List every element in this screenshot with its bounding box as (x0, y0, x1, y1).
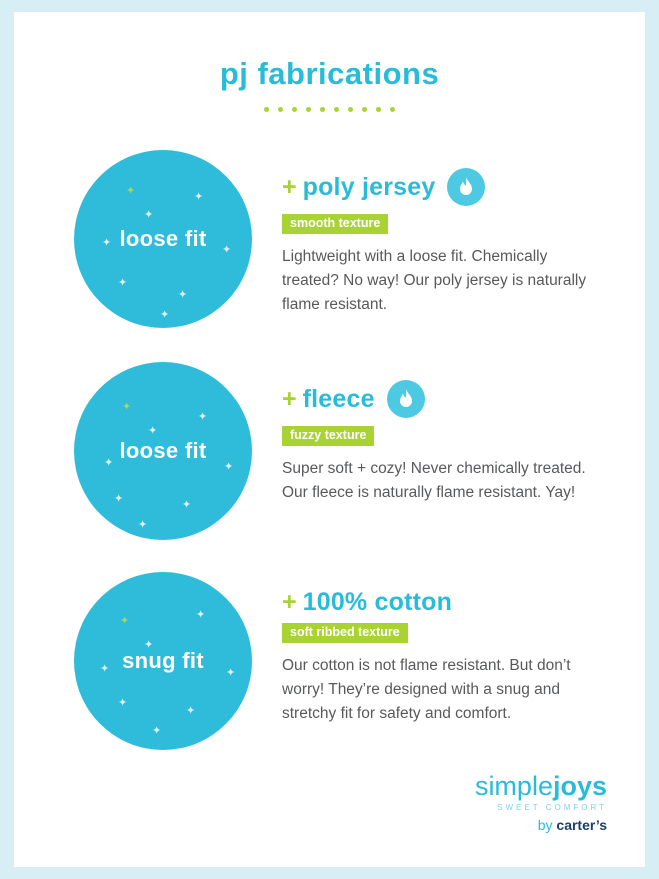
fabric-description: Lightweight with a loose fit. Chemically treated? No way! Our poly jersey is naturally flame resistant. (282, 247, 587, 313)
plus-icon: + (282, 172, 297, 201)
fabric-row (14, 572, 645, 762)
fabric-heading-line (282, 168, 622, 206)
fabric-circle: ✦ ✦ ✦ ✦ ✦ ✦ ✦ ✦ snug fit (74, 572, 252, 750)
fabric-name: 100% cotton (302, 588, 453, 616)
poster-card (14, 12, 645, 867)
logo-tagline: SWEET COMFORT (497, 803, 607, 812)
logo-joys: joys (552, 771, 607, 801)
texture-tag: smooth texture (282, 214, 388, 234)
fabric-name: fleece (302, 384, 375, 413)
logo-simple: simple (474, 771, 553, 801)
logo-by-text: by (537, 817, 553, 833)
logo-wordmark (475, 773, 607, 800)
fit-label: loose fit (119, 438, 207, 463)
fabric-name: poly jersey (302, 172, 436, 201)
brand-logo (475, 773, 607, 833)
logo-carters: carter’s (556, 817, 607, 833)
fabric-content (282, 590, 622, 726)
dot-divider (230, 107, 430, 112)
fit-label: loose fit (119, 226, 207, 251)
divider-dot (306, 107, 311, 112)
divider-dot (278, 107, 283, 112)
fabric-description: Our cotton is not flame resistant. But don’t worry! They’re designed with a snug and stretchy fit for safety and comfort. (282, 656, 571, 722)
fabric-circle: ✦ ✦ ✦ ✦ ✦ ✦ ✦ ✦ loose fit (74, 150, 252, 328)
plus-icon: + (282, 588, 297, 616)
divider-dot (390, 107, 395, 112)
divider-dot (376, 107, 381, 112)
divider-dot (264, 107, 269, 112)
divider-dot (292, 107, 297, 112)
header (14, 12, 645, 112)
texture-tag: soft ribbed texture (282, 623, 408, 643)
logo-by-line (475, 817, 607, 833)
fabric-heading-line (282, 380, 622, 418)
fabric-heading-line (282, 590, 622, 615)
fit-label: snug fit (122, 648, 204, 673)
divider-dot (334, 107, 339, 112)
fabric-content (282, 168, 622, 317)
divider-dot (320, 107, 325, 112)
fabric-circle: ✦ ✦ ✦ ✦ ✦ ✦ ✦ ✦ loose fit (74, 362, 252, 540)
texture-tag: fuzzy texture (282, 426, 374, 446)
fabric-row (14, 362, 645, 552)
fabric-content (282, 380, 622, 505)
divider-dot (348, 107, 353, 112)
fabric-description: Super soft + cozy! Never chemically treated. Our fleece is naturally flame resistant. Yay! (282, 459, 586, 501)
plus-icon: + (282, 384, 297, 413)
page-title: pj fabrications (219, 56, 440, 91)
flame-icon (447, 168, 485, 206)
divider-dot (362, 107, 367, 112)
flame-icon (387, 380, 425, 418)
fabric-row (14, 150, 645, 340)
